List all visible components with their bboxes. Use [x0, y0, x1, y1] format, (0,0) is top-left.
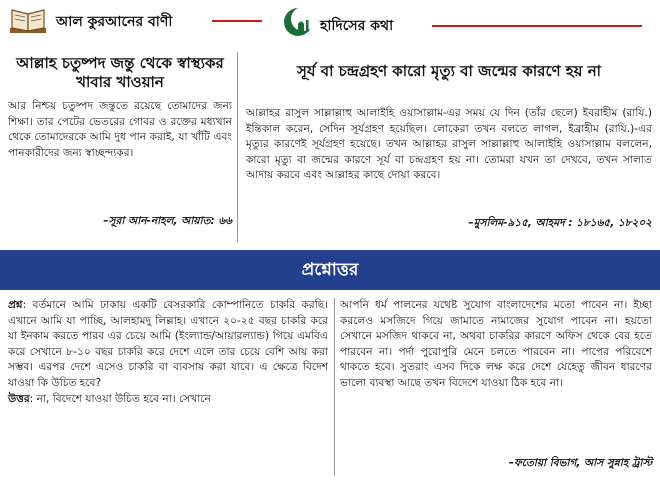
qa-right-column [340, 298, 652, 392]
qa-left-column [8, 298, 328, 407]
answer-text-continued: আপনি ধর্ম পালনের যথেষ্ট সুযোগ বাংলাদেশের মতো পাবেন না। ইচ্ছা করলেও মসজিদে গিয়ে জামাতে নামাজের সুযোগ পাবেন না। হয়তো সেখানে মসজিদ থাকবে না, অথবা চাকরির কারণে অফিস থেকে বের হতে পারবেন না। পর্দা পুরোপুরি মেনে চলতে পারবেন না। পাপের পরিবেশে থাকতে হবে। সুতরাং এসব দিকে লক্ষ করে দেশে যেহেতু জীবন ধারণের ভালো ব্যবস্থা আছে তখন বিদেশে যাওয়া ঠিক হবে না। [340, 299, 652, 389]
answer-label: উত্তর [8, 392, 30, 405]
question-paragraph [8, 298, 328, 392]
hadith-header-rule [432, 25, 642, 27]
quran-section-title: আল কুরআনের বাণী [56, 14, 173, 30]
question-label: প্রশ্ন [8, 299, 23, 311]
answer-paragraph [8, 392, 328, 408]
answer-text-start: : না, বিদেশে যাওয়া উচিত হবে না। সেখানে [29, 392, 211, 405]
hadith-section-title: হাদিসের কথা [320, 18, 394, 34]
qa-column-divider [334, 298, 335, 476]
quran-header-rule [212, 20, 262, 22]
top-column-divider [237, 52, 238, 242]
crescent-mosque-icon [282, 4, 316, 38]
quran-verse-text: আর নিশ্চয় চতুষ্পদ জন্তুতে রয়েছে তোমাদের জন্য শিক্ষা। তার পেটের ভেতরের গোবর ও রক্তের মধ্যখান থেকে তোমাদেরকে আমি দুধ পান করাই, যা খাঁটি এবং পানকারীদের জন্য স্বাচ্ছন্দ্যকর। [8, 100, 232, 159]
quran-citation: –সূরা আন-নাহল, আয়াত: ৬৬ [103, 215, 232, 227]
hadith-citation: –মুসলিম-৯১৫, আহমদ : ১৮১৬৫, ১৮২০২ [468, 217, 652, 229]
hadith-headline: সূর্য বা চন্দ্রগ্রহণ কারো মৃত্যু বা জন্মের কারণে হয় না [296, 62, 602, 80]
hadith-body-text [246, 106, 652, 184]
quran-body-text [8, 99, 232, 161]
quran-book-icon [6, 6, 50, 36]
qa-section-band: প্রশ্নোত্তর [0, 250, 660, 290]
hadith-narration-text: আল্লাহর রাসুল সাল্লাল্লাহু আলাইহি ওয়াসাল্লাম-এর সময় যে দিন (তাঁর ছেলে) ইবরাহীম (রাযি.) ইন্তিকাল করেন, সেদিন সূর্যগ্রহণ হয়েছিল। লোকেরা তখন বলতে লাগল, ইব্রাহীম (রাযি.)-এর মৃত্যুর কারণেই সূর্যগ্রহণ হয়েছে। তখন আল্লাহর রাসুল সাল্লাল্লাহু আলাইহি ওয়াসাল্লাম বললেন, কারো মৃত্যু বা জন্মের কারণে সূর্য বা চন্দ্রগ্রহণ হয় না। তোমরা যখন তা দেখবে, তখন সালাত আদায় করবে এবং আল্লাহর কাছে দোয়া করবে। [246, 107, 652, 182]
qa-citation: –ফতোয়া বিভাগ, আস সুন্নাহ ট্রাস্ট [508, 457, 652, 469]
quran-headline: আল্লাহ চতুষ্পদ জন্তু থেকে স্বাস্থ্যকর খাবার খাওয়ান [16, 54, 224, 91]
question-text: : বর্তমানে আমি ঢাকায় একটি বেসরকারি কোম্পানিতে চাকরি করছি। এখানে আমি যা পাচ্ছি, আলহামদু লিল্লাহ। এখানে ২০-২৫ বছর চাকরি করে যা ইনকাম করতে পারব এর চেয়ে আমি (ইংল্যান্ড/আয়ারল্যান্ড) গিয়ে এমবিএ করে সেখানে ৮-১০ বছর চাকরি করে দেশে এলে তার চেয়ে বেশি আয় করা সম্ভব। এরপর দেশে এসেও চাকরি বা ব্যবসায় করা যাবে। এ ক্ষেত্রে বিদেশ যাওয়া কি উচিত হবে? [8, 299, 328, 389]
